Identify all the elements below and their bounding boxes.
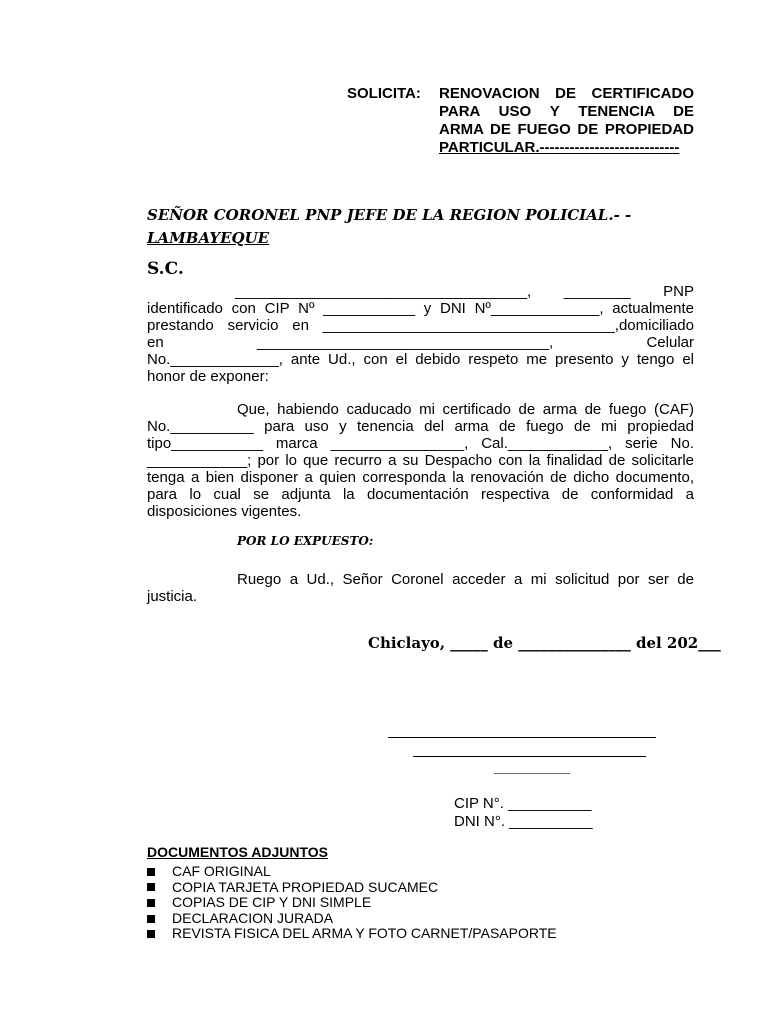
- para3-line-1: Ruego a Ud., Señor Coronel acceder a mi solicitud por ser de: [237, 571, 694, 588]
- signer-ids: [454, 795, 593, 831]
- attachments-title: DOCUMENTOS ADJUNTOS: [147, 844, 328, 860]
- dni-field: DNI N°. __________: [454, 813, 593, 830]
- para1-line-2: identificado con CIP Nº ___________ y DNI Nº_____________, actualmente: [147, 300, 694, 317]
- list-item: REVISTA FISICA DEL ARMA Y FOTO CARNET/PASAPORTE: [147, 926, 557, 942]
- name-line: [413, 756, 646, 757]
- para1-line-1: ___________________________________, ________ PNP: [235, 283, 694, 300]
- para3-line-2: justicia.: [147, 588, 198, 605]
- rank-line: [494, 773, 570, 774]
- para2-line-6: para lo cual se adjunta la documentación respectiva de conformidad a: [147, 486, 694, 503]
- para1-line-4: en ___________________________________, Celular: [147, 334, 694, 351]
- signature-line: [388, 737, 656, 738]
- addressee-heading: [147, 204, 707, 250]
- solicita-line-2: PARA USO Y TENENCIA DE: [439, 103, 694, 120]
- attachments-list: [147, 864, 557, 942]
- para1-line-6: honor de exponer:: [147, 368, 269, 385]
- list-item: COPIAS DE CIP Y DNI SIMPLE: [147, 895, 557, 911]
- para2-line-4: ____________; por lo que recurro a su Despacho con la finalidad de solicitarle: [147, 452, 694, 469]
- paragraph-closing: [147, 571, 694, 605]
- para2-line-1: Que, habiendo caducado mi certificado de arma de fuego (CAF): [237, 401, 694, 418]
- para2-line-5: tenga a bien disponer a quien corresponda la renovación de dicho documento,: [147, 469, 694, 486]
- list-item: DECLARACION JURADA: [147, 911, 557, 927]
- por-lo-expuesto-heading: POR LO EXPUESTO:: [237, 534, 374, 548]
- square-bullet-icon: [147, 883, 155, 891]
- addressee-line-2: LAMBAYEQUE: [147, 229, 270, 247]
- solicita-line-3: ARMA DE FUEGO DE PROPIEDAD: [439, 121, 694, 138]
- list-item: CAF ORIGINAL: [147, 864, 557, 880]
- square-bullet-icon: [147, 899, 155, 907]
- paragraph-identification: [147, 283, 694, 385]
- para2-line-7: disposiciones vigentes.: [147, 503, 302, 520]
- square-bullet-icon: [147, 930, 155, 938]
- paragraph-request: [147, 401, 694, 520]
- solicita-block: [347, 85, 694, 157]
- date-line: Chiclayo, _____ de _______________ del 202___: [368, 634, 721, 652]
- para2-line-2: No.__________ para uso y tenencia del arma de fuego de mi propiedad: [147, 418, 694, 435]
- square-bullet-icon: [147, 915, 155, 923]
- sc-abbreviation: S.C.: [147, 259, 184, 279]
- solicita-label: SOLICITA:: [347, 85, 421, 102]
- solicita-line-4: PARTICULAR.----------------------------: [439, 139, 680, 156]
- cip-field: CIP N°. __________: [454, 795, 592, 812]
- para2-line-3: tipo___________ marca ________________, Cal.____________, serie No.: [147, 435, 694, 452]
- solicita-line-1: RENOVACION DE CERTIFICADO: [439, 85, 694, 102]
- para1-line-5: No._____________, ante Ud., con el debido respeto me presento y tengo el: [147, 351, 694, 368]
- addressee-line-1: SEÑOR CORONEL PNP JEFE DE LA REGION POLICIAL.- -: [147, 206, 632, 224]
- square-bullet-icon: [147, 868, 155, 876]
- para1-line-3: prestando servicio en ___________________________________,domiciliado: [147, 317, 694, 334]
- list-item: COPIA TARJETA PROPIEDAD SUCAMEC: [147, 880, 557, 896]
